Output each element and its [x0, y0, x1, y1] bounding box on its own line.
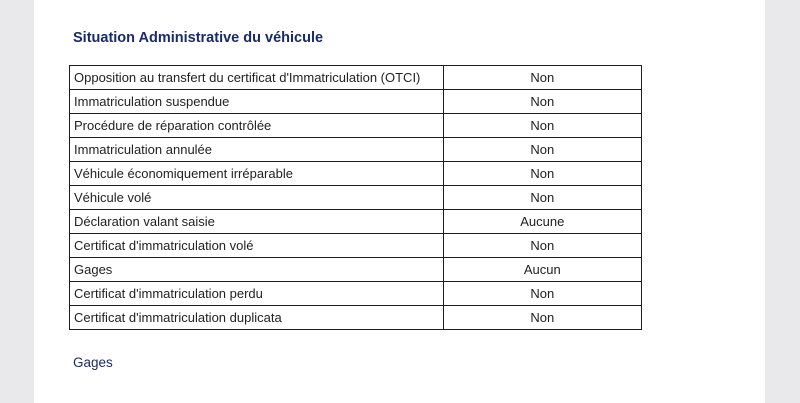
row-label: Certificat d'immatriculation perdu: [70, 282, 444, 306]
row-value: Non: [443, 138, 641, 162]
row-value: Non: [443, 234, 641, 258]
row-value: Non: [443, 306, 641, 330]
section-title: Situation Administrative du véhicule: [73, 30, 324, 46]
table-row: [70, 162, 642, 186]
table-row: [70, 90, 642, 114]
row-value: Non: [443, 282, 641, 306]
administrative-status-table: [69, 65, 642, 330]
row-value: Aucun: [443, 258, 641, 282]
table-row: [70, 138, 642, 162]
row-label: Certificat d'immatriculation duplicata: [70, 306, 444, 330]
row-value: Aucune: [443, 210, 641, 234]
status-table-body: [70, 66, 642, 330]
row-label: Véhicule volé: [70, 186, 444, 210]
row-label: Immatriculation annulée: [70, 138, 444, 162]
row-label: Déclaration valant saisie: [70, 210, 444, 234]
table-row: [70, 114, 642, 138]
row-label: Procédure de réparation contrôlée: [70, 114, 444, 138]
table-row: [70, 234, 642, 258]
document-page: [34, 0, 765, 403]
table-row: [70, 186, 642, 210]
row-value: Non: [443, 186, 641, 210]
table-row: [70, 282, 642, 306]
row-label: Gages: [70, 258, 444, 282]
table-row: [70, 306, 642, 330]
row-value: Non: [443, 90, 641, 114]
row-value: Non: [443, 114, 641, 138]
table-row: [70, 210, 642, 234]
gages-link[interactable]: Gages: [73, 355, 113, 370]
row-label: Véhicule économiquement irréparable: [70, 162, 444, 186]
row-value: Non: [443, 162, 641, 186]
row-value: Non: [443, 66, 641, 90]
table-row: [70, 258, 642, 282]
table-row: [70, 66, 642, 90]
row-label: Immatriculation suspendue: [70, 90, 444, 114]
row-label: Certificat d'immatriculation volé: [70, 234, 444, 258]
row-label: Opposition au transfert du certificat d'Immatriculation (OTCI): [70, 66, 444, 90]
